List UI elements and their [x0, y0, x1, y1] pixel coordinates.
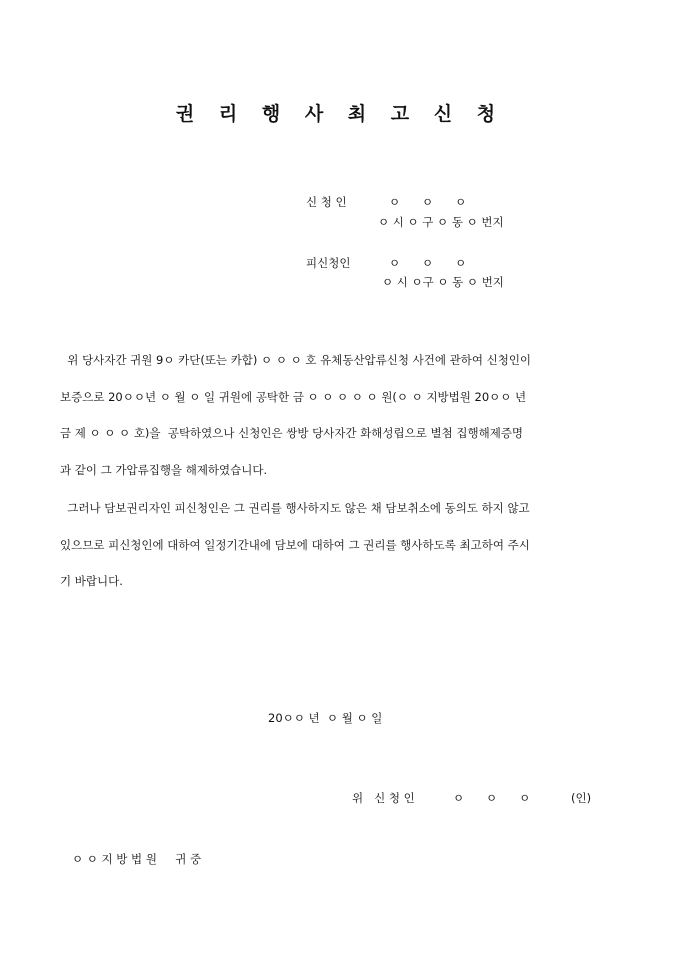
document-title: 권 리 행 사 최 고 신 청	[175, 103, 505, 125]
body-line: 기 바랍니다.	[60, 574, 123, 588]
body-paragraph-1	[60, 342, 620, 488]
body-line: 위 당사자간 귀원 9ㅇ 카단(또는 카합) ㅇ ㅇ ㅇ 호 유체동산압류신청 사건에 관하여 신청인이	[60, 353, 532, 367]
respondent-address: ㅇ 시 ㅇ구 ㅇ 동 ㅇ 번지	[382, 275, 504, 289]
respondent-label: 피신청인	[306, 256, 351, 270]
body-line: 그러나 담보권리자인 피신청인은 그 권리를 행사하지도 않은 채 담보취소에 동의도 하지 않고	[60, 501, 530, 515]
filing-date: 20ㅇㅇ 년 ㅇ 월 ㅇ 일	[268, 711, 383, 725]
respondent-name: ㅇ ㅇ ㅇ	[389, 256, 467, 270]
court-addressee: ㅇ ㅇ 지 방 법 원 귀 중	[72, 852, 202, 866]
body-paragraph-2	[60, 490, 620, 600]
body-line: 있으므로 피신청인에 대하여 일정기간내에 담보에 대하여 그 권리를 행사하도록 최고하여 주시	[60, 537, 530, 552]
body-line: 과 같이 그 가압류집행을 해제하였습니다.	[60, 462, 268, 477]
applicant-label: 신 청 인	[306, 195, 347, 209]
signature-name: ㅇ ㅇ ㅇ	[453, 791, 531, 805]
applicant-name: ㅇ ㅇ ㅇ	[389, 195, 467, 209]
body-line: 금 제 ㅇ ㅇ ㅇ 호)을 공탁하였으나 신청인은 쌍방 당사자간 화해성립으로 별첨 집행해제증명	[60, 426, 524, 440]
seal-mark: (인)	[571, 791, 592, 805]
body-line: 보증으로 20ㅇㅇ년 ㅇ 월 ㅇ 일 귀원에 공탁한 금 ㅇ ㅇ ㅇ ㅇ ㅇ 원(ㅇ ㅇ 지방법원 20ㅇㅇ 년	[60, 389, 527, 404]
signature-prefix: 위 신 청 인	[352, 791, 415, 805]
applicant-address: ㅇ 시 ㅇ 구 ㅇ 동 ㅇ 번지	[378, 215, 504, 229]
